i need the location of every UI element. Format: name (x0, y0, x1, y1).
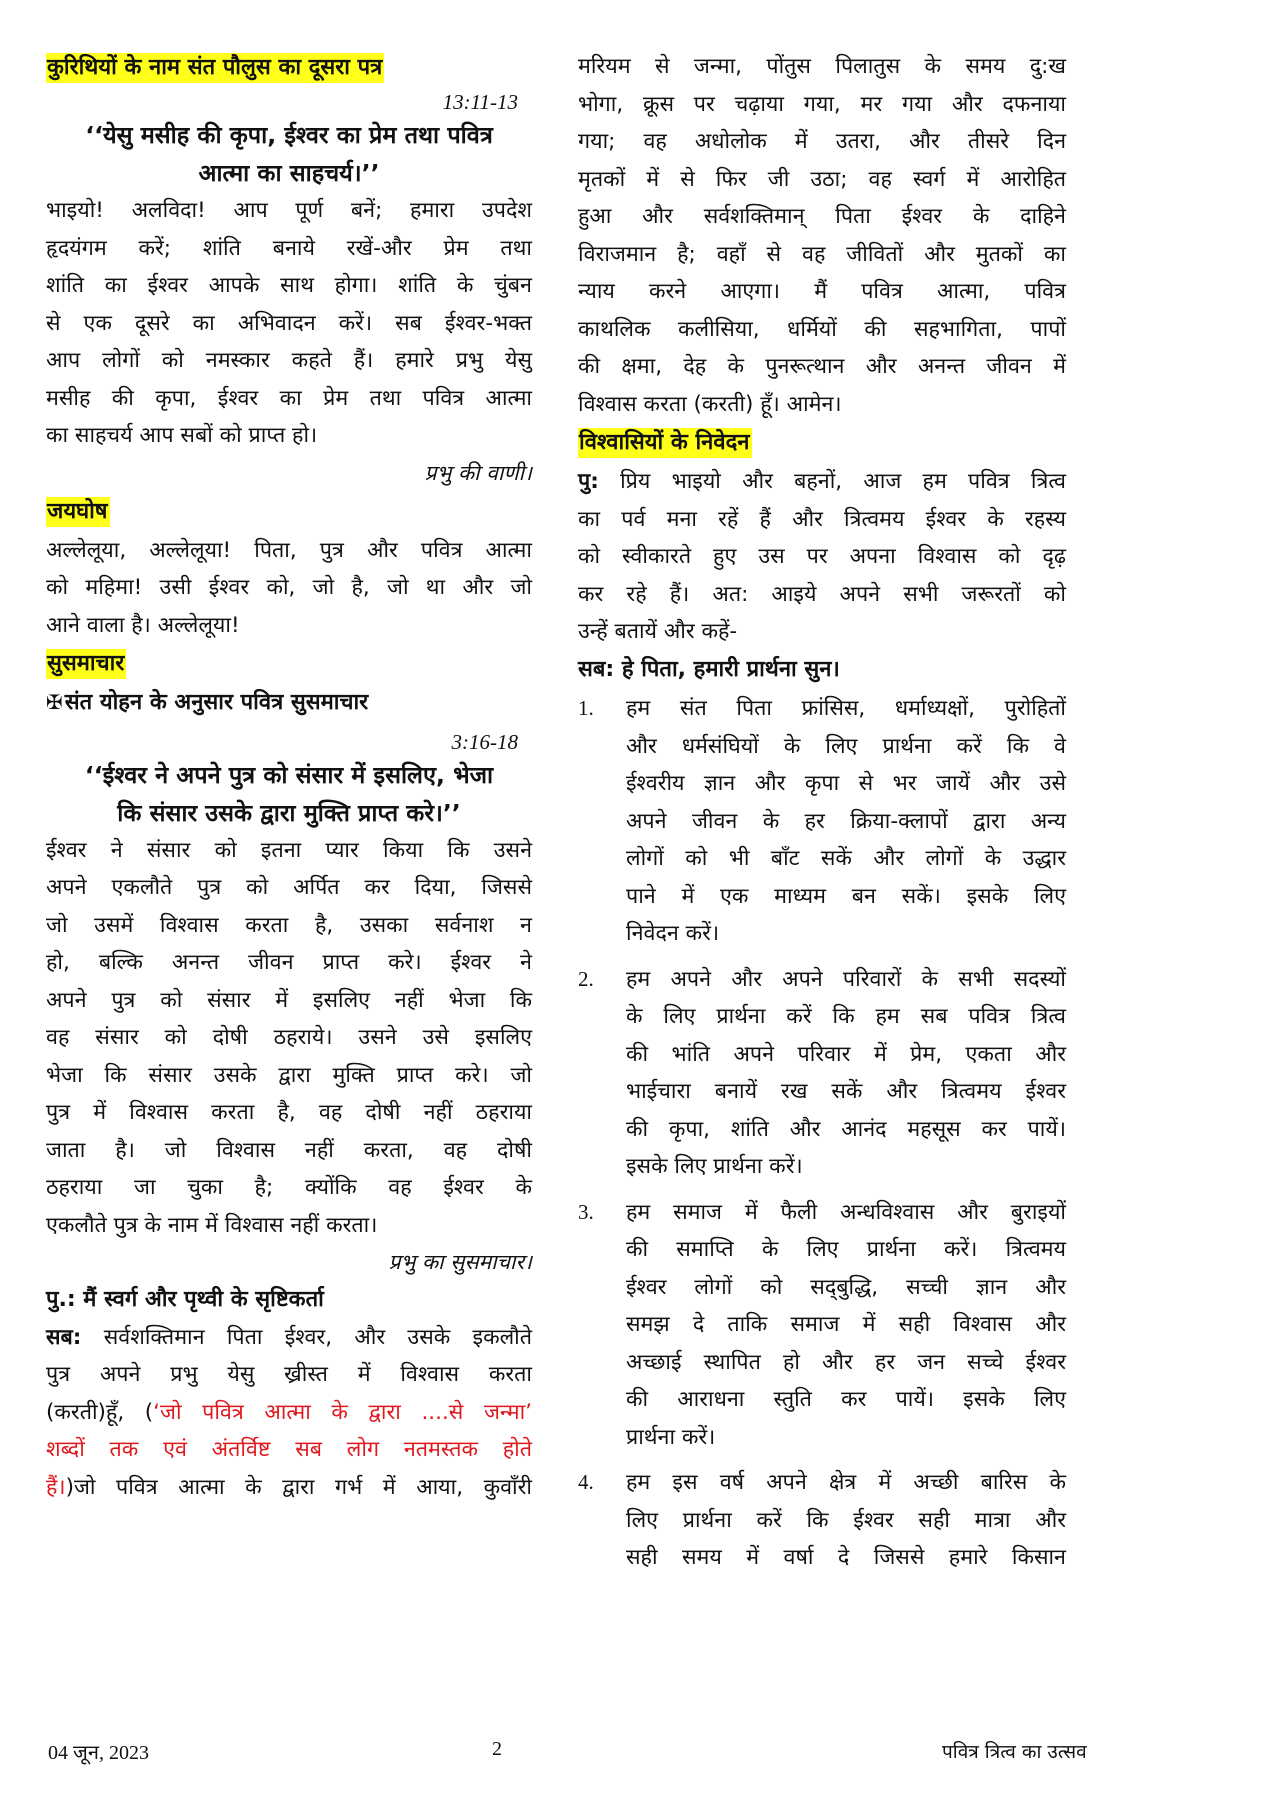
text-line: हृदयंगम करें; शांति बनाये रखें-और प्रेम तथा (46, 235, 532, 261)
left-column (46, 44, 532, 1506)
reading-title: कुरिथियों के नाम संत पौलुस का दूसरा पत्र (46, 53, 384, 83)
text-line: की भांति अपने परिवार में प्रेम, एकता और (626, 1041, 1066, 1067)
rubric-text: ‘जो पवित्र आत्मा के द्वारा ....से जन्मा’ (153, 1399, 532, 1425)
creed-body (46, 1319, 532, 1507)
text-line (46, 1469, 532, 1507)
gospel-quote-line: कि संसार उसके द्वारा मुक्ति प्राप्त करे।’’ (117, 798, 461, 827)
text-line (578, 463, 1066, 501)
reading-heading (46, 48, 532, 88)
text-line: जो उसमें विश्वास करता है, उसका सर्वनाश न (46, 912, 532, 938)
text-line: उन्हें बतायें और कहें- (578, 619, 738, 644)
text-line: का पर्व मना रहें हैं और त्रित्वमय ईश्वर के रहस्य (578, 506, 1066, 532)
text-line: जाता है। जो विश्वास नहीं करता, वह दोषी (46, 1137, 532, 1163)
text-line: पुत्र अपने प्रभु येसु ख्रीस्त में विश्वास करता (46, 1362, 532, 1387)
intention-number: 4. (578, 1470, 594, 1494)
text-line: मसीह की कृपा, ईश्वर का प्रेम तथा पवित्र आत्मा (46, 385, 532, 411)
text-line: समझ दे ताकि समाज में सही विश्वास और (626, 1312, 1066, 1337)
text-line: कर रहे हैं। अत: आइये अपने सभी जरूरतों को (578, 581, 1066, 607)
intention-item (578, 1194, 1066, 1457)
gospel-reference: 3:16-18 (451, 729, 518, 754)
text-line: हम समाज में फैली अन्धविश्वास और बुराइयों (626, 1199, 1066, 1225)
text-line: काथलिक कलीसिया, धर्मियों की सहभागिता, पापों (578, 316, 1066, 342)
text-line: अपने पुत्र को संसार में इसलिए नहीं भेजा कि (46, 987, 532, 1013)
gospel-source-text: संत योहन के अनुसार पवित्र सुसमाचार (64, 690, 369, 715)
text-line: ईश्वर ने संसार को इतना प्यार किया कि उसने (46, 837, 532, 863)
text-line: प्रार्थना करें। (626, 1424, 716, 1450)
text-line (46, 1319, 532, 1357)
rubric-line: शब्दों तक एवं अंतर्विष्ट सब लोग नतमस्तक होते (46, 1437, 532, 1462)
text-line: भाइयो! अलविदा! आप पूर्ण बनें; हमारा उपदेश (46, 198, 532, 223)
text-line: विराजमान है; वहाँ से वह जीवितों और मुतकों का (578, 241, 1066, 267)
intention-item (578, 1464, 1066, 1577)
text-line: भोगा, क्रूस पर चढ़ाया गया, मर गया और दफनाया (578, 91, 1066, 117)
text-line: हम संत पिता फ्रांसिस, धर्माध्यक्षों, पुरोहितों (626, 696, 1066, 721)
gospel-source (46, 684, 532, 722)
text-line: लिए प्रार्थना करें कि ईश्वर सही मात्रा और (626, 1507, 1066, 1533)
text-line: और धर्मसंघियों के लिए प्रार्थना करें कि वे (626, 733, 1066, 759)
rubric-text: हैं। (46, 1474, 66, 1500)
text-line: शांति का ईश्वर आपके साथ होगा। शांति के चुंबन (46, 273, 532, 298)
text-line: एकलौते पुत्र के नाम में विश्वास नहीं करता। (46, 1212, 378, 1238)
reading-response: प्रभु की वाणी। (424, 460, 532, 485)
footer-feast: पवित्र त्रित्व का उत्सव (942, 1741, 1087, 1763)
acclamation-body (46, 532, 532, 645)
gospel-title: सुसमाचार (46, 649, 126, 679)
priest-label: पु: (578, 469, 599, 494)
text-line: आने वाला है। अल्लेलूया! (46, 612, 240, 638)
intention-number: 1. (578, 696, 594, 720)
reading-reference: 13:11-13 (442, 90, 518, 114)
text-line: मृतकों में से फिर जी उठा; वह स्वर्ग में आरोहित (578, 166, 1066, 192)
text-line: हुआ और सर्वशक्तिमान् पिता ईश्वर के दाहिने (578, 204, 1066, 229)
text-line: अल्लेलूया, अल्लेलूया! पिता, पुत्र और पवित्र आत्मा (46, 537, 532, 563)
text-line: अपने जीवन के हर क्रिया-क्लापों द्वारा अन्य (626, 808, 1066, 834)
creed-continued (578, 48, 1066, 423)
text-line: की कृपा, शांति और आनंद महसूस कर पायें। (626, 1116, 1066, 1142)
creed-text: सर्वशक्तिमान पिता ईश्वर, और उसके इकलौते (103, 1324, 533, 1350)
text-line: को महिमा! उसी ईश्वर को, जो है, जो था और जो (46, 575, 532, 600)
creed-text: (करती)हूँ, ( (46, 1399, 154, 1425)
text-line: हम इस वर्ष अपने क्षेत्र में अच्छी बारिस के (626, 1470, 1066, 1495)
text-line: गया; वह अधोलोक में उतरा, और तीसरे दिन (578, 129, 1066, 154)
text-line: ईश्वरीय ज्ञान और कृपा से भर जायें और उसे (626, 771, 1066, 796)
intention-number: 3. (578, 1199, 594, 1224)
text-line: का साहचर्य आप सबों को प्राप्त हो। (46, 423, 318, 448)
prayers-title: विश्वासियों के निवेदन (578, 428, 752, 458)
text-line: की समाप्ति के लिए प्रार्थना करें। त्रित्वमय (626, 1237, 1066, 1262)
gospel-body (46, 832, 532, 1245)
text-line: से एक दूसरे का अभिवादन करें। सब ईश्वर-भक्त (46, 310, 532, 336)
text-line: विश्वास करता (करती) हूँ। आमेन। (578, 391, 842, 417)
prayers-intro (578, 463, 1066, 651)
reading-quote-line: आत्मा का साहचर्य।’’ (198, 159, 380, 187)
text-line: सही समय में वर्षा दे जिससे हमारे किसान (626, 1545, 1066, 1570)
text-line: आप लोगों को नमस्कार कहते हैं। हमारे प्रभु येसु (46, 348, 532, 373)
cross-icon: ✠ (46, 690, 63, 714)
prayers-heading (578, 423, 1066, 463)
creed-label: सब: (46, 1324, 82, 1350)
text-line: भाईचारा बनायें रख सकें और त्रित्वमय ईश्वर (626, 1079, 1066, 1104)
intention-item (578, 961, 1066, 1186)
text-line: अच्छाई स्थापित हो और हर जन सच्चे ईश्वर (626, 1349, 1066, 1375)
text-line: अपने एकलौते पुत्र को अर्पित कर दिया, जिससे (46, 875, 532, 900)
text-line: न्याय करने आएगा। मैं पवित्र आत्मा, पवित्र (578, 279, 1066, 304)
text-line: ईश्वर लोगों को सद्‌बुद्धि, सच्ची ज्ञान और (626, 1274, 1066, 1300)
footer-date: 04 जून, 2023 (48, 1742, 149, 1764)
text-line: मरियम से जन्मा, पोंतुस पिलातुस के समय दु:ख (578, 54, 1066, 79)
acclamation-heading (46, 492, 532, 532)
text-line: निवेदन करें। (626, 921, 720, 946)
acclamation-title: जयघोष (46, 497, 110, 527)
text-line: भेजा कि संसार उसके द्वारा मुक्ति प्राप्त करे। जो (46, 1062, 532, 1088)
text-line (46, 1394, 532, 1432)
gospel-quote-line: ‘‘ईश्वर ने अपने पुत्र को संसार में इसलिए, भेजा (84, 760, 494, 789)
intro-text: प्रिय भाइयो और बहनों, आज हम पवित्र त्रित्व (620, 469, 1066, 494)
intention-number: 2. (578, 966, 594, 991)
text-line: हो, बल्कि अनन्त जीवन प्राप्त करे। ईश्वर ने (46, 950, 532, 975)
reading-quote-line: ‘‘येसु मसीह की कृपा, ईश्वर का प्रेम तथा पवित्र (85, 121, 493, 149)
intention-item (578, 690, 1066, 953)
text-line: के लिए प्रार्थना करें कि हम सब पवित्र त्रित्व (626, 1004, 1066, 1029)
prayer-response: सब: हे पिता, हमारी प्रार्थना सुन। (578, 656, 840, 682)
page-number: 2 (492, 1738, 502, 1760)
text-line: की क्षमा, देह के पुनरूत्थान और अनन्त जीवन में (578, 354, 1066, 379)
text-line: इसके लिए प्रार्थना करें। (626, 1154, 803, 1179)
gospel-response: प्रभु का सुसमाचार। (388, 1250, 532, 1274)
right-column (578, 48, 1066, 1577)
text-line: ठहराया जा चुका है; क्योंकि वह ईश्वर के (46, 1175, 532, 1200)
reading-body (46, 192, 532, 455)
creed-text: )जो पवित्र आत्मा के द्वारा गर्भ में आया, कुवाँरी (65, 1474, 532, 1500)
creed-intro: पु.: मैं स्वर्ग और पृथ्वी के सृष्टिकर्ता (46, 1287, 324, 1312)
text-line: लोगों को भी बाँट सकें और लोगों के उद्धार (626, 846, 1066, 871)
text-line: पुत्र में विश्वास करता है, वह दोषी नहीं ठहराया (46, 1100, 532, 1125)
gospel-heading (46, 644, 532, 684)
text-line: पाने में एक माध्यम बन सकें। इसके लिए (626, 883, 1066, 909)
text-line: की आराधना स्तुति कर पायें। इसके लिए (626, 1387, 1066, 1412)
text-line: वह संसार को दोषी ठहराये। उसने उसे इसलिए (46, 1025, 532, 1050)
text-line: को स्वीकारते हुए उस पर अपना विश्वास को दृढ़ (578, 544, 1066, 569)
text-line: हम अपने और अपने परिवारों के सभी सदस्यों (626, 966, 1066, 992)
